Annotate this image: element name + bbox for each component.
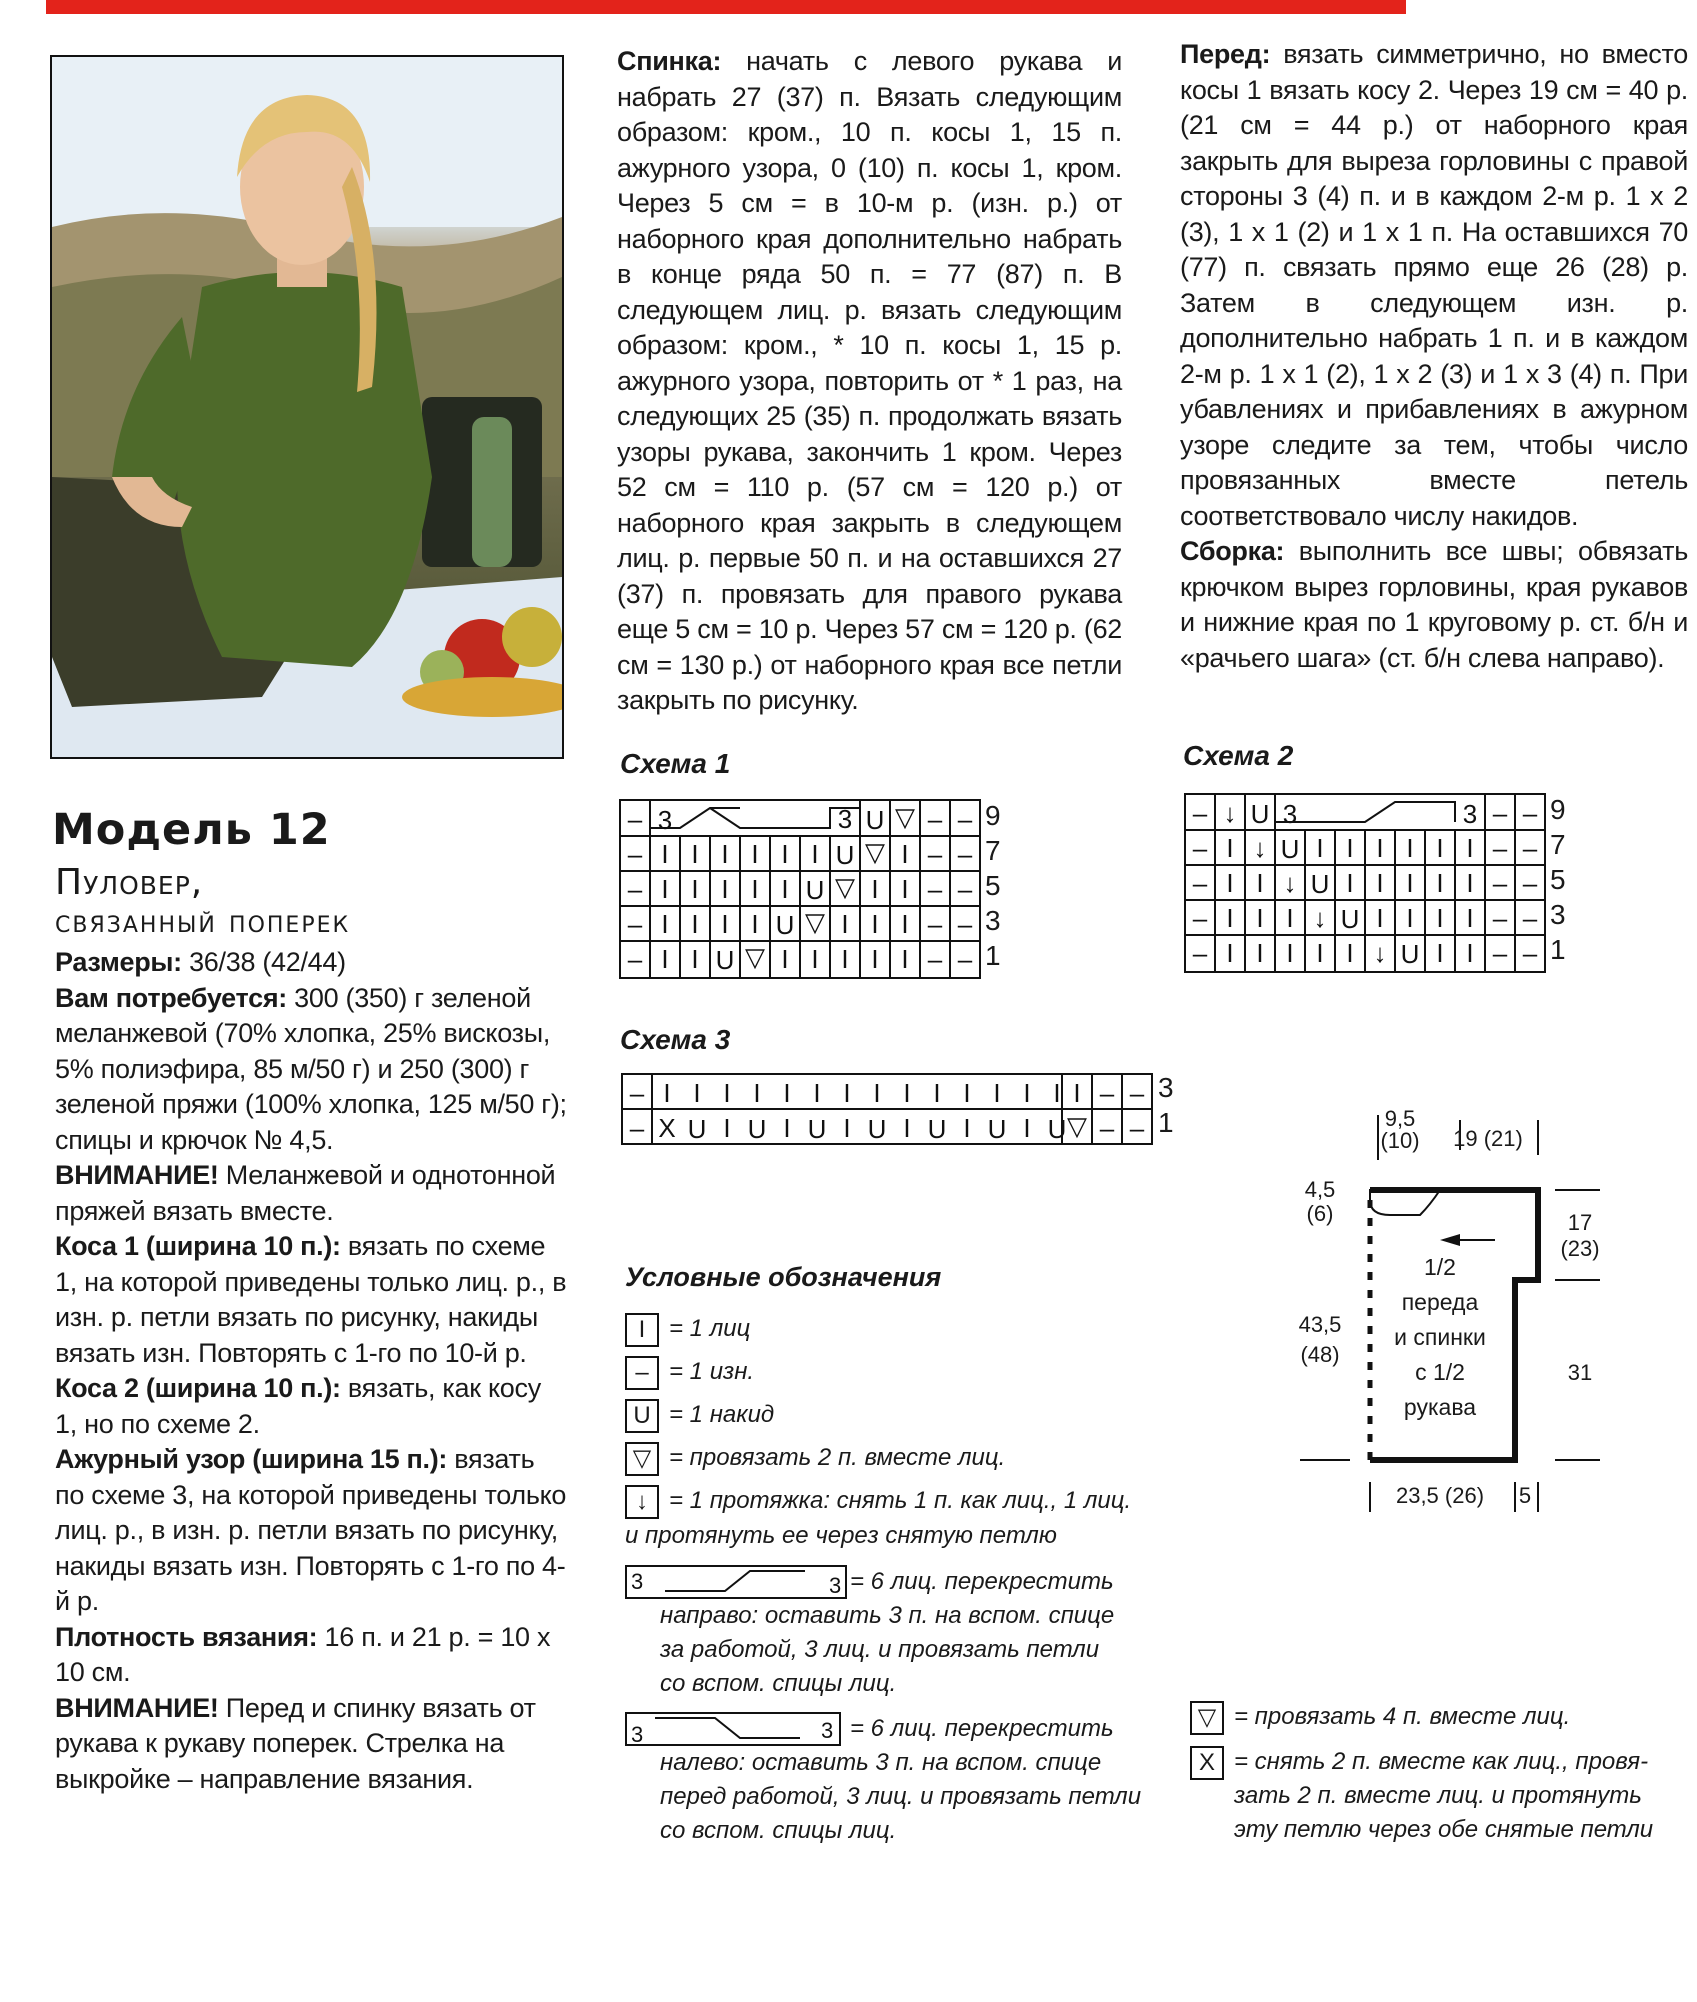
legend-cross-right-text-4: со вспом. спицы лиц. [660, 1670, 897, 1697]
svg-text:X: X [658, 1113, 676, 1143]
paragraph [55, 981, 570, 1159]
schematic-label-line: с 1/2 [1415, 1359, 1465, 1385]
svg-text:I: I [811, 839, 819, 869]
legend-cross-left [850, 1712, 1114, 1746]
svg-text:I: I [1406, 833, 1414, 863]
legend-knit [625, 1312, 750, 1347]
legend-knit-text: = 1 лиц [669, 1315, 751, 1342]
svg-text:I: I [933, 1078, 941, 1108]
model-subtitle-2: связанный поперек [55, 902, 351, 940]
legend-sk2p [625, 1484, 1131, 1553]
svg-text:–: – [1522, 868, 1538, 898]
svg-text:I: I [1023, 1113, 1031, 1143]
svg-text:I: I [781, 839, 789, 869]
svg-text:I: I [1466, 903, 1474, 933]
svg-text:I: I [691, 944, 699, 974]
row-number: 1 [1550, 934, 1566, 965]
right-column-text [1180, 37, 1688, 676]
paragraph [617, 44, 1122, 719]
svg-text:–: – [1492, 903, 1508, 933]
svg-text:–: – [957, 874, 973, 904]
row-number: 7 [985, 835, 1001, 866]
svg-text:U: U [1310, 869, 1330, 899]
dim-value: 17 [1567, 1210, 1593, 1235]
svg-text:U: U [927, 1114, 947, 1144]
svg-text:–: – [629, 1078, 645, 1108]
svg-text:I: I [901, 909, 909, 939]
svg-text:U: U [1400, 939, 1420, 969]
svg-text:I: I [963, 1078, 971, 1108]
svg-text:I: I [871, 909, 879, 939]
svg-text:I: I [783, 1078, 791, 1108]
svg-text:I: I [661, 944, 669, 974]
svg-text:3: 3 [657, 805, 673, 835]
svg-text:I: I [1346, 868, 1354, 898]
svg-text:–: – [1192, 903, 1208, 933]
row-number: 9 [985, 800, 1001, 831]
svg-text:–: – [957, 944, 973, 974]
svg-text:U: U [1340, 904, 1360, 934]
svg-text:–: – [1192, 868, 1208, 898]
svg-text:I: I [1023, 1078, 1031, 1108]
legend-cross-left-text-4: со вспом. спицы лиц. [660, 1817, 897, 1844]
paragraph-text: Меланжевой и однотонной пряжей вязать вместе. [55, 1160, 556, 1226]
svg-text:▽: ▽ [835, 872, 855, 902]
left-column-text [55, 945, 570, 1797]
legend-cross-right-desc [660, 1599, 1114, 1701]
svg-text:U: U [805, 875, 825, 905]
photo-illustration [52, 57, 562, 757]
svg-text:↓: ↓ [1373, 938, 1387, 968]
svg-text:–: – [627, 909, 643, 939]
cable-right-symbol [625, 1565, 850, 1601]
paragraph [1180, 37, 1688, 534]
svg-text:I: I [1376, 868, 1384, 898]
svg-text:–: – [627, 874, 643, 904]
yarn-over-symbol: U [625, 1399, 659, 1433]
paragraph [1180, 534, 1688, 676]
svg-text:I: I [1406, 903, 1414, 933]
svg-text:I: I [871, 944, 879, 974]
dim-value: 43,5 [1298, 1312, 1342, 1337]
svg-text:I: I [1436, 868, 1444, 898]
svg-text:I: I [1436, 938, 1444, 968]
paragraph-heading: Перед: [1180, 39, 1271, 69]
svg-text:I: I [1436, 833, 1444, 863]
cable-number: 3 [821, 1718, 834, 1743]
svg-text:U: U [775, 910, 795, 940]
svg-text:I: I [721, 874, 729, 904]
svg-text:I: I [871, 874, 879, 904]
svg-text:3: 3 [1282, 799, 1298, 829]
dim-bottom-small: 5 [1518, 1483, 1532, 1508]
knitting-direction-arrow-icon [1440, 1234, 1460, 1246]
dim-value: (10) [1380, 1128, 1420, 1153]
svg-text:U: U [807, 1114, 827, 1144]
legend-x-desc [1234, 1779, 1653, 1847]
svg-text:–: – [1129, 1113, 1145, 1143]
svg-text:I: I [693, 1078, 701, 1108]
svg-text:I: I [841, 944, 849, 974]
svg-text:I: I [901, 944, 909, 974]
legend-sk2p-text-2: и протянуть ее через снятую петлю [625, 1521, 1057, 1549]
svg-text:–: – [957, 909, 973, 939]
schematic-label-line: 1/2 [1424, 1254, 1456, 1280]
legend-purl [625, 1355, 754, 1390]
svg-text:I: I [1436, 903, 1444, 933]
svg-text:I: I [661, 909, 669, 939]
svg-text:I: I [813, 1078, 821, 1108]
legend-cross-right-text-2: направо: оставить 3 п. на вспом. спице [660, 1602, 1115, 1629]
legend-k4tog-text: = провязать 4 п. вместе лиц. [1234, 1703, 1571, 1730]
paragraph [55, 1229, 570, 1371]
row-number: 3 [1158, 1072, 1174, 1103]
dim-value: (48) [1300, 1342, 1340, 1367]
middle-column-text [617, 44, 1122, 719]
svg-text:–: – [927, 804, 943, 834]
svg-text:–: – [927, 944, 943, 974]
legend-yo-text: = 1 накид [669, 1401, 775, 1428]
svg-text:I: I [1466, 868, 1474, 898]
svg-text:↓: ↓ [1313, 903, 1327, 933]
schematic-label-line: рукава [1403, 1394, 1477, 1420]
cable-number: 3 [631, 1569, 644, 1594]
paragraph-heading: Коса 2 (ширина 10 п.): [55, 1373, 341, 1403]
svg-text:↓: ↓ [1253, 833, 1267, 863]
svg-text:I: I [661, 874, 669, 904]
svg-text:–: – [1492, 938, 1508, 968]
svg-text:I: I [1346, 833, 1354, 863]
svg-text:U: U [1250, 799, 1270, 829]
svg-text:–: – [1492, 868, 1508, 898]
svg-text:▽: ▽ [805, 907, 825, 937]
k2tog-symbol: ▽ [625, 1442, 659, 1476]
svg-text:I: I [843, 1113, 851, 1143]
legend-cross-left-text-3: перед работой, 3 лиц. и провязать петли [660, 1783, 1142, 1810]
legend-cross-left-desc [660, 1746, 1141, 1848]
legend-x [1190, 1745, 1648, 1780]
paragraph-heading: Сборка: [1180, 536, 1285, 566]
paragraph-text: 16 п. и 21 р. = 10 х 10 см. [55, 1621, 551, 1687]
svg-text:I: I [721, 839, 729, 869]
legend-yo [625, 1398, 774, 1433]
paragraph [55, 1691, 570, 1798]
svg-text:I: I [1226, 938, 1234, 968]
scheme-3-grid [620, 1072, 1160, 1147]
svg-text:–: – [927, 839, 943, 869]
paragraph-heading: ВНИМАНИЕ! [55, 1160, 219, 1190]
svg-text:I: I [781, 874, 789, 904]
svg-text:I: I [661, 839, 669, 869]
top-accent-bar [46, 0, 1406, 14]
svg-text:I: I [1256, 938, 1264, 968]
dim-bottom: 23,5 (26) [1395, 1483, 1485, 1508]
svg-text:I: I [723, 1078, 731, 1108]
svg-text:I: I [1256, 903, 1264, 933]
svg-text:–: – [957, 839, 973, 869]
legend-x-text-2: зать 2 п. вместе лиц. и протянуть [1234, 1782, 1642, 1809]
svg-text:I: I [1376, 903, 1384, 933]
svg-text:▽: ▽ [1067, 1111, 1087, 1141]
legend-x-text-1: = снять 2 п. вместе как лиц., провя- [1234, 1748, 1649, 1775]
svg-text:U: U [1280, 834, 1300, 864]
dim-neck [1290, 1178, 1350, 1226]
svg-text:I: I [753, 1078, 761, 1108]
svg-text:U: U [687, 1114, 707, 1144]
scheme-1-grid [618, 798, 1008, 983]
svg-text:I: I [1466, 833, 1474, 863]
svg-text:I: I [781, 944, 789, 974]
paragraph-text: выполнить все швы; обвязать крючком вырез горловины, края рукавов и нижние края по 1 круговому р. ст. б/н и «рачьего шага» (ст. б/н слева направо). [1180, 536, 1688, 673]
svg-text:I: I [1316, 938, 1324, 968]
paragraph-heading: Плотность вязания: [55, 1621, 318, 1652]
svg-text:I: I [1256, 868, 1264, 898]
row-number: 3 [1550, 899, 1566, 930]
paragraph-heading: Спинка: [617, 46, 722, 76]
model-subtitle-1: Пуловер, [55, 862, 204, 903]
paragraph-heading: Размеры: [55, 947, 182, 977]
svg-text:I: I [901, 874, 909, 904]
svg-text:I: I [691, 874, 699, 904]
paragraph [55, 1158, 570, 1229]
paragraph [55, 1371, 570, 1442]
row-number: 5 [985, 870, 1001, 901]
row-number: 5 [1550, 864, 1566, 895]
legend-x-text-3: эту петлю через обе снятые петли [1234, 1816, 1654, 1843]
svg-text:I: I [723, 1113, 731, 1143]
svg-text:U: U [987, 1114, 1007, 1144]
svg-text:I: I [873, 1078, 881, 1108]
scheme-3-row-numbers [1158, 1070, 1174, 1140]
svg-text:I: I [1346, 938, 1354, 968]
k4tog-symbol: ▽ [1190, 1701, 1224, 1735]
svg-text:↓: ↓ [1283, 868, 1297, 898]
paragraph-heading: Ажурный узор (ширина 15 п.): [55, 1444, 448, 1474]
svg-text:–: – [927, 874, 943, 904]
svg-text:–: – [1192, 833, 1208, 863]
dim-height [1290, 1310, 1350, 1370]
svg-text:3: 3 [1462, 799, 1478, 829]
legend-k4tog [1190, 1700, 1570, 1735]
cable-number: 3 [631, 1722, 644, 1747]
knit-symbol: I [625, 1313, 659, 1347]
slip-knit-pass-symbol: ↓ [625, 1485, 659, 1519]
svg-text:–: – [1099, 1113, 1115, 1143]
svg-text:–: – [1522, 903, 1538, 933]
legend-cross-right [850, 1565, 1114, 1599]
svg-text:–: – [1492, 833, 1508, 863]
svg-text:–: – [1522, 833, 1538, 863]
cable-number: 3 [829, 1573, 842, 1598]
svg-text:I: I [751, 839, 759, 869]
svg-text:U: U [715, 945, 735, 975]
row-number: 3 [985, 905, 1001, 936]
svg-text:I: I [1286, 938, 1294, 968]
dim-top-right: 19 (21) [1453, 1126, 1523, 1151]
svg-text:–: – [1192, 938, 1208, 968]
row-number: 7 [1550, 829, 1566, 860]
svg-text:▽: ▽ [895, 802, 915, 832]
svg-text:▽: ▽ [745, 942, 765, 972]
svg-text:I: I [721, 909, 729, 939]
row-number: 1 [985, 940, 1001, 971]
paragraph-text: начать с левого рукава и набрать 27 (37) п. Вязать следующим образом: кром., 10 п. косы 1, 15 п. ажурного узора, 0 (10) п. косы 1, кром. Через 5 см = в 10-м р. (изн. р.) от наборного края дополнительно набрать в конце ряда 50 п. = 77 (87) п. В следующем лиц. р. вязать следующим образом: кром., * 10 п. косы 1, 15 р. ажурного узора, повторить от * 1 раз, на следующих 25 (35) п. продолжать вязать узоры рукава, закончить 1 кром. Через 52 см = 110 р. (57 см = 120 р.) от наборного края закрыть в следующем лиц. р. первые 50 п. и на оставшихся 27 (37) п. провязать для правого рукава еще 5 см = 10 р. Через 57 см = 120 р. (62 см = 130 р.) от наборного края все петли закрыть по рисунку. [617, 46, 1122, 715]
svg-text:I: I [663, 1078, 671, 1108]
paragraph [55, 1620, 570, 1691]
svg-text:I: I [691, 909, 699, 939]
schematic-label-line: переда [1401, 1289, 1479, 1315]
svg-text:I: I [841, 909, 849, 939]
dim-top-left [1370, 1108, 1430, 1152]
row-number: 1 [1158, 1107, 1174, 1138]
svg-text:I: I [903, 1113, 911, 1143]
dim-value: 9,5 [1384, 1106, 1416, 1131]
svg-text:I: I [751, 909, 759, 939]
legend-cross-left-text-2: налево: оставить 3 п. на вспом. спице [660, 1749, 1102, 1776]
svg-text:I: I [993, 1078, 1001, 1108]
paragraph-text: Перед и спинку вязать от рукава к рукаву поперек. Стрелка на выкройке – направление вязания. [55, 1692, 536, 1794]
svg-text:I: I [811, 944, 819, 974]
paragraph-text: 300 (350) г зеленой меланжевой (70% хлопка, 25% вискозы, 5% полиэфира, 85 м/50 г) и 250 (300) г зеленой пряжи (100% хлопка, 125 м/50 г); спицы и крючок № 4,5. [55, 982, 567, 1155]
legend-purl-text: = 1 изн. [669, 1358, 755, 1385]
svg-text:–: – [1099, 1078, 1115, 1108]
schematic-label [1375, 1250, 1505, 1425]
svg-text:I: I [783, 1113, 791, 1143]
paragraph [55, 945, 570, 981]
svg-text:I: I [1226, 833, 1234, 863]
scheme-2-row-numbers [1550, 792, 1566, 967]
svg-text:I: I [1466, 938, 1474, 968]
cable-left-symbol [625, 1712, 845, 1748]
svg-text:U: U [1047, 1114, 1067, 1144]
svg-text:I: I [903, 1078, 911, 1108]
legend-cross-right-text-1: = 6 лиц. перекрестить [850, 1568, 1114, 1595]
svg-text:–: – [1129, 1078, 1145, 1108]
svg-text:–: – [927, 909, 943, 939]
svg-text:–: – [1192, 798, 1208, 828]
svg-text:I: I [1406, 868, 1414, 898]
svg-text:–: – [627, 839, 643, 869]
dim-value: (23) [1560, 1236, 1600, 1261]
paragraph-text: 36/38 (42/44) [181, 947, 346, 977]
legend-k2tog [625, 1441, 1005, 1476]
scheme-2-title: Схема 2 [1183, 740, 1294, 771]
scheme-1-title: Схема 1 [620, 748, 731, 779]
model-photo [50, 55, 564, 759]
svg-text:I: I [1226, 868, 1234, 898]
paragraph-heading: ВНИМАНИЕ! [55, 1692, 219, 1723]
svg-text:U: U [865, 805, 885, 835]
svg-text:I: I [751, 874, 759, 904]
paragraph-heading: Вам потребуется: [55, 982, 287, 1013]
purl-symbol: – [625, 1356, 659, 1390]
legend-cross-right-text-3: за работой, 3 лиц. и провязать петли [660, 1636, 1100, 1663]
svg-text:–: – [1522, 938, 1538, 968]
svg-text:–: – [627, 804, 643, 834]
svg-text:I: I [1376, 833, 1384, 863]
svg-text:U: U [747, 1114, 767, 1144]
legend-k2tog-text: = провязать 2 п. вместе лиц. [669, 1444, 1006, 1471]
model-title: Модель 12 [52, 805, 331, 855]
schematic-label-line: и спинки [1394, 1324, 1486, 1350]
paragraph-text: вязать по схеме 1, на которой приведены только лиц. р., в изн. р. петли вязать по рисунку, накиды вязать изн. Повторять с 1-го по 10-й р. [55, 1231, 567, 1368]
svg-text:–: – [1492, 798, 1508, 828]
svg-text:U: U [867, 1114, 887, 1144]
paragraph [55, 1442, 570, 1620]
row-number: 9 [1550, 794, 1566, 825]
svg-text:I: I [1316, 833, 1324, 863]
legend-sk2p-text-1: = 1 протяжка: снять 1 п. как лиц., 1 лиц. [669, 1487, 1132, 1514]
dim-value: (6) [1306, 1201, 1334, 1226]
svg-text:–: – [957, 804, 973, 834]
dim-sleeve [1555, 1210, 1605, 1262]
svg-text:▽: ▽ [865, 837, 885, 867]
svg-text:I: I [1053, 1078, 1061, 1108]
svg-text:I: I [1226, 903, 1234, 933]
legend-cross-left-text-1: = 6 лиц. перекрестить [850, 1715, 1114, 1742]
paragraph-text: вязать симметрично, но вместо косы 1 вязать косу 2. Через 19 см = 40 р. (21 см = 44 р.) от наборного края закрыть для выреза горловины с правой стороны 3 (4) п. и в каждом 2-м р. 1 х 2 (3), 1 х 1 (2) и 1 х 1 п. На оставшихся 70 (77) п. связать прямо еще 26 (28) р. Затем в следующем изн. р. дополнительно набрать 1 п. и в каждом 2-м р. 1 х 1 (2), 1 х 2 (3) и 1 х 3 (4) п. При убавлениях и прибавлениях в ажурном узоре следите за тем, чтобы число провязанных вместе петель соответствовало числу накидов. [1180, 39, 1688, 531]
svg-text:↓: ↓ [1223, 798, 1237, 828]
dim-side: 31 [1567, 1360, 1593, 1385]
svg-text:I: I [963, 1113, 971, 1143]
paragraph-text: вязать, как косу 1, но по схеме 2. [55, 1373, 541, 1439]
svg-text:–: – [629, 1113, 645, 1143]
legend-title: Условные обозначения [625, 1262, 942, 1292]
svg-text:U: U [835, 840, 855, 870]
svg-text:I: I [843, 1078, 851, 1108]
scheme-3-title: Схема 3 [620, 1024, 731, 1055]
svg-text:I: I [691, 839, 699, 869]
svg-text:I: I [901, 839, 909, 869]
svg-text:–: – [627, 944, 643, 974]
dim-value: 4,5 [1304, 1177, 1336, 1202]
svg-text:I: I [1286, 903, 1294, 933]
scheme-2-grid [1183, 792, 1553, 977]
paragraph-heading: Коса 1 (ширина 10 п.): [55, 1231, 341, 1261]
svg-text:3: 3 [837, 804, 853, 834]
paragraph-text: вязать по схеме 3, на которой приведены только лиц. р., в изн. р. петли вязать по рисунку, накиды вязать изн. Повторять с 1-го по 4-й р. [55, 1444, 567, 1616]
x-symbol: X [1190, 1746, 1224, 1780]
svg-text:–: – [1522, 798, 1538, 828]
scheme-1-row-numbers [985, 798, 1001, 973]
svg-text:I: I [1073, 1078, 1081, 1108]
